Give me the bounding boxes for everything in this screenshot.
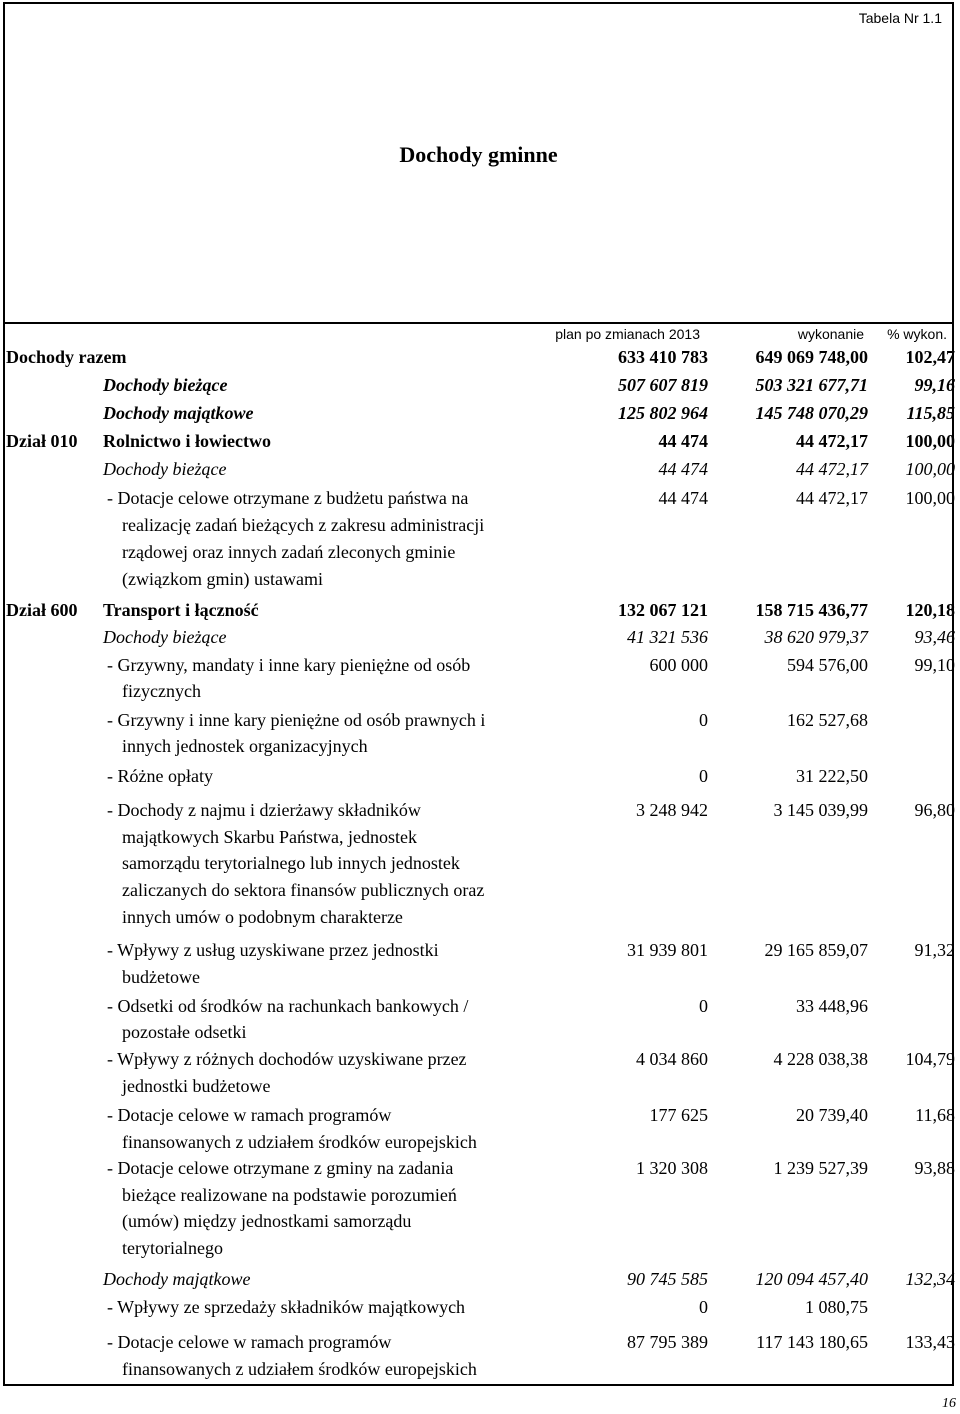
row-wykonanie: 117 143 180,65 (756, 1332, 868, 1352)
row-procent: 100,00 (905, 431, 955, 451)
row-label-line: - Wpływy z różnych dochodów uzyskiwane przez (107, 1049, 467, 1069)
row-procent: 96,80 (914, 800, 955, 820)
row-label-line: terytorialnego (122, 1238, 223, 1258)
row-label-line: - Odsetki od środków na rachunkach bankowych / (107, 996, 469, 1016)
row-dzial: Dział 010 (6, 431, 78, 451)
row-plan: 600 000 (649, 655, 708, 675)
row-label-line: innych umów o podobnym charakterze (122, 907, 403, 927)
row-procent: 93,46 (914, 627, 955, 647)
row-label-line: - Grzywny i inne kary pieniężne od osób prawnych i (107, 710, 486, 730)
row-label: - Wpływy ze sprzedaży składników majątkowych (107, 1297, 466, 1317)
row-label-line: - Wpływy z usług uzyskiwane przez jednostki (107, 940, 439, 960)
row-label-line: - Dochody z najmu i dzierżawy składników (107, 800, 421, 820)
table-number-label: Tabela Nr 1.1 (858, 10, 942, 26)
row-label-line: - Dotacje celowe otrzymane z gminy na zadania (107, 1158, 454, 1178)
page-title: Dochody gminne (399, 142, 558, 167)
row-plan: 44 474 (658, 431, 708, 451)
row-label-line: samorządu terytorialnego lub innych jednostek (122, 853, 460, 873)
page-number: 16 (942, 1396, 956, 1411)
row-label-line: (umów) między jednostkami samorządu (122, 1211, 412, 1231)
row-label-line: bieżące realizowane na podstawie porozumień (122, 1185, 457, 1205)
row-label-line: majątkowych Skarbu Państwa, jednostek (122, 827, 417, 847)
row-plan: 0 (699, 996, 708, 1016)
row-plan: 507 607 819 (618, 375, 708, 395)
row-procent: 132,34 (905, 1269, 955, 1289)
row-label-line: innych jednostek organizacyjnych (122, 736, 368, 756)
row-plan: 87 795 389 (627, 1332, 708, 1352)
row-label: Dochody majątkowe (103, 403, 254, 423)
row-procent: 100,00 (905, 459, 955, 479)
row-plan: 177 625 (649, 1105, 708, 1125)
row-plan: 0 (699, 766, 708, 786)
column-header-plan: plan po zmianach 2013 (555, 326, 700, 342)
row-label-line: finansowanych z udziałem środków europejskich (122, 1359, 477, 1379)
row-label-line: realizację zadań bieżących z zakresu administracji (122, 515, 485, 535)
row-wykonanie: 1 239 527,39 (773, 1158, 868, 1178)
row-procent: 99,16 (914, 375, 955, 395)
column-header-wykonanie: wykonanie (797, 326, 864, 342)
column-header-procent: % wykon. (887, 326, 947, 342)
row-label: Dochody majątkowe (103, 1269, 251, 1289)
row-plan: 44 474 (658, 488, 708, 508)
row-wykonanie: 44 472,17 (796, 488, 868, 508)
row-wykonanie: 4 228 038,38 (773, 1049, 868, 1069)
row-label-line: finansowanych z udziałem środków europejskich (122, 1132, 477, 1152)
row-plan: 90 745 585 (627, 1269, 708, 1289)
row-procent: 115,85 (906, 403, 955, 423)
row-wykonanie: 1 080,75 (805, 1297, 868, 1317)
row-wykonanie: 31 222,50 (796, 766, 868, 786)
row-procent: 91,32 (914, 940, 955, 960)
row-dzial: Dział 600 (6, 600, 78, 620)
row-label: Rolnictwo i łowiectwo (103, 431, 271, 451)
row-plan: 41 321 536 (627, 627, 708, 647)
row-wykonanie: 158 715 436,77 (755, 600, 868, 620)
row-plan: 132 067 121 (618, 600, 708, 620)
row-wykonanie: 29 165 859,07 (764, 940, 868, 960)
row-plan: 4 034 860 (636, 1049, 708, 1069)
row-plan: 3 248 942 (636, 800, 708, 820)
row-wykonanie: 3 145 039,99 (773, 800, 868, 820)
row-procent: 99,10 (914, 655, 955, 675)
row-label: Transport i łączność (103, 600, 259, 620)
row-plan: 1 320 308 (636, 1158, 708, 1178)
row-plan: 0 (699, 710, 708, 730)
row-label: - Różne opłaty (107, 766, 213, 786)
row-procent: 102,47 (905, 347, 955, 367)
row-wykonanie: 649 069 748,00 (755, 347, 868, 367)
row-label: Dochody bieżące (103, 375, 228, 395)
row-label-line: budżetowe (122, 967, 200, 987)
row-procent: 11,68 (915, 1105, 955, 1125)
row-plan: 0 (699, 1297, 708, 1317)
row-label: Dochody razem (6, 347, 127, 367)
row-plan: 44 474 (658, 459, 708, 479)
row-wykonanie: 38 620 979,37 (764, 627, 868, 647)
row-label: Dochody bieżące (103, 459, 227, 479)
row-wykonanie: 44 472,17 (796, 431, 868, 451)
row-plan: 633 410 783 (618, 347, 708, 367)
row-label-line: rządowej oraz innych zadań zleconych gminie (122, 542, 456, 562)
row-procent: 133,43 (905, 1332, 955, 1352)
row-procent: 104,79 (905, 1049, 955, 1069)
row-wykonanie: 120 094 457,40 (755, 1269, 868, 1289)
row-label-line: - Dotacje celowe w ramach programów (107, 1105, 392, 1125)
row-procent: 120,18 (905, 600, 955, 620)
row-plan: 125 802 964 (618, 403, 708, 423)
row-label-line: - Dotacje celowe w ramach programów (107, 1332, 392, 1352)
row-label-line: jednostki budżetowe (122, 1076, 271, 1096)
row-wykonanie: 33 448,96 (796, 996, 868, 1016)
row-label-line: (związkom gmin) ustawami (122, 569, 323, 589)
row-wykonanie: 44 472,17 (796, 459, 868, 479)
row-wykonanie: 162 527,68 (787, 710, 868, 730)
row-label: Dochody bieżące (103, 627, 227, 647)
header-divider (5, 322, 952, 324)
row-wykonanie: 594 576,00 (787, 655, 868, 675)
row-label-line: pozostałe odsetki (122, 1022, 247, 1042)
row-label-line: fizycznych (122, 681, 201, 701)
row-wykonanie: 20 739,40 (796, 1105, 868, 1125)
row-procent: 93,88 (914, 1158, 955, 1178)
row-label-line: - Grzywny, mandaty i inne kary pieniężne od osób (107, 655, 471, 675)
row-procent: 100,00 (905, 488, 955, 508)
row-label-line: - Dotacje celowe otrzymane z budżetu państwa na (107, 488, 469, 508)
row-plan: 31 939 801 (627, 940, 708, 960)
row-wykonanie: 145 748 070,29 (755, 403, 868, 423)
row-wykonanie: 503 321 677,71 (755, 375, 868, 395)
row-label-line: zaliczanych do sektora finansów publicznych oraz (122, 880, 485, 900)
